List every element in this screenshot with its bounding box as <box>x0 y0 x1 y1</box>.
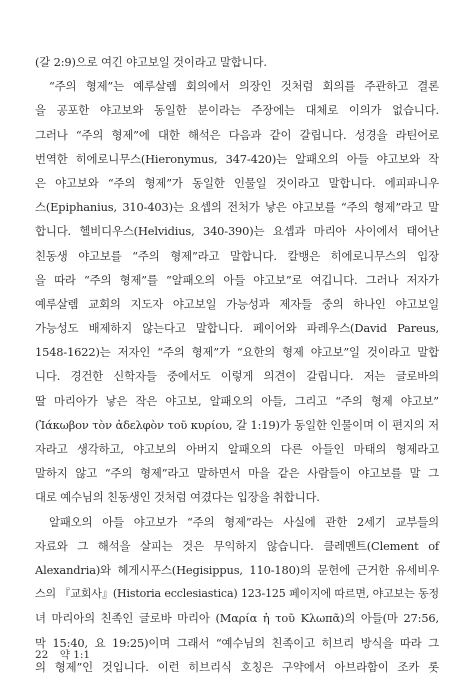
text-line: 스(Epiphanius, 310-403)는 요셉의 전처가 낳은 야고보를 “주의 형제”라고 말 <box>35 200 439 215</box>
text-line: 막 15:40, 요 19:25)이며 그래서 “예수님의 친족이고 히브리 방식을 따라 그 <box>35 635 439 650</box>
text-line: (갈 2:9)으로 여긴 야고보일 것이라고 말합니다. <box>35 55 267 69</box>
text-line: 딸 마리아가 낳은 작은 야고보, 알패오의 아들, 그리고 “주의 형제 야고보” <box>35 393 439 408</box>
text-line: 의 형제”인 것입니다. 이런 히브리식 호칭은 구약에서 아브라함이 조카 롯 <box>35 659 439 674</box>
text-line: (Ἰάκωβον τὸν ἀδελφὸν τοῦ κυρίου, 갈 1:19)가 동일한 인물이며 이 편지의 저 <box>35 417 439 432</box>
text-line: 은 야고보와 “주의 형제”가 동일한 인물일 것이라고 말합니다. 에피파니우 <box>35 175 439 190</box>
text-line: 가능성도 배제하지 않는다고 말합니다. 페이어와 파레우스(David Pareus, <box>35 321 439 336</box>
text-line: 번역한 히에로니무스(Hieronymus, 347-420)는 알패오의 아들 야고보와 작 <box>35 151 439 166</box>
text-line: Alexandria)와 헤게시푸스(Hegisippus, 110-180)의 문헌에 근거한 유세비우 <box>35 562 439 577</box>
text-line: 을 따라 “주의 형제”를 “알패오의 아들 야고보”로 여깁니다. 그러나 저자가 <box>35 272 439 287</box>
text-line: 예루살렘 교회의 지도자 야고보일 가능성과 제자들 중의 하나인 야고보일 <box>35 296 439 311</box>
text-line: 대로 예수님의 친동생인 것처럼 여겼다는 입장을 취합니다. <box>35 490 320 505</box>
text-line: 1548-1622)는 저자인 “주의 형제”가 “요한의 형제 야고보”일 것이라고 말합 <box>35 345 439 360</box>
text-line: 친동생 야고보를 “주의 형제”라고 말합니다. 칼뱅은 히에로니무스의 입장 <box>35 248 439 263</box>
text-line: “주의 형제”는 예루살렘 회의에서 의장인 것처럼 회의를 주관하고 결론 <box>49 79 439 94</box>
text-line: 을 공포한 야고보와 동일한 분이라는 주장에는 대체로 이의가 없습니다. <box>35 103 439 118</box>
body-text <box>35 50 439 679</box>
text-line: 스의 『교회사』(Historia ecclesiastica) 123-125 페이지에 따르면, 야고보는 동정 <box>35 587 439 601</box>
page-footer <box>35 648 90 662</box>
running-title: 약 1:1 <box>59 649 91 661</box>
page-number: 22 <box>35 649 49 661</box>
text-line: 니다. 경건한 신학자들 중에서도 이렇게 의견이 갈립니다. 저는 글로바의 <box>35 369 439 384</box>
text-line: 자료와 그 해석을 살피는 것은 무익하지 않습니다. 클레멘트(Clement of <box>35 538 439 553</box>
text-line: 합니다. 헬비디우스(Helvidius, 340-390)는 요셉과 마리아 사이에서 태어난 <box>35 224 439 239</box>
text-line: 자라고 생각하고, 야고보의 아버지 알패오의 다른 아들인 마태의 형제라고 <box>35 442 439 456</box>
text-line: 녀 마리아의 친족인 글로바 마리아 (Μαρία ἡ τοῦ Κλωπᾶ)의 아들(마 27:56, <box>35 611 439 626</box>
text-line: 알패오의 아들 야고보가 “주의 형제”라는 사실에 관한 2세기 교부들의 <box>49 514 439 529</box>
text-line: 말하지 않고 “주의 형제”라고 말하면서 마을 같은 사람들이 야고보를 말 그 <box>35 466 439 481</box>
text-line: 그러나 “주의 형제”에 대한 해석은 다음과 같이 갈립니다. 성경을 라틴어로 <box>35 127 439 142</box>
